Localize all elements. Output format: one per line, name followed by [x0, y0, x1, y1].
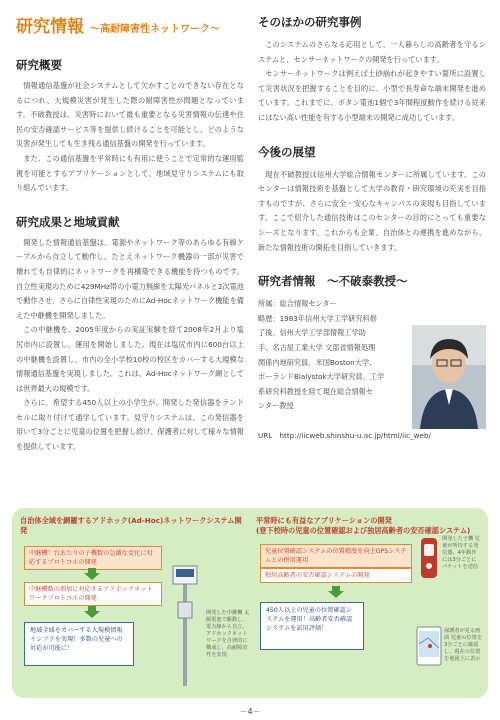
profile-text: [258, 297, 406, 429]
map-screen-icon: [416, 626, 442, 666]
section-heading: 研究成果と地域貢献: [16, 214, 120, 229]
arrow-down-icon: [84, 568, 100, 580]
section-heading: 研究概要: [16, 58, 62, 72]
profile-line: 了後、信州大学工学部情報工学助: [258, 328, 366, 338]
section-researcher: [258, 273, 486, 443]
profile-line: ンター教授: [258, 401, 294, 411]
system-overview-panel: [12, 508, 488, 698]
paragraph: 情報通信基盤が社会システムとして欠かすことのできない存在となるにつれ、大規模災害が発生した際の耐障害性が問題となっています。不破教授は、災害時において最も重要となる災害情報の伝達や住民の安否確認サービス等を提供し続けることを可能とし、どのような災害が発生しても生き残る通信基盤の開発を行っています。: [16, 81, 244, 149]
page-title-main: 研究情報: [16, 17, 84, 37]
researcher-profile: [258, 297, 486, 429]
profile-line: 関係内地研究員、米国Boston大学、: [258, 357, 377, 367]
result-box: 450人以上の児童の位置確認システムを運用！高齢者安否確認システムを試用評価！: [260, 602, 364, 650]
arrow-down-icon: [84, 606, 100, 618]
adhoc-network-section: [20, 516, 250, 690]
panel-subtitle: (登下校時の児童の位置確認および独居高齢者の安否確認システム): [256, 526, 471, 535]
left-column: [16, 12, 244, 469]
profile-line: 所属：総合情報センター: [258, 299, 337, 309]
section-other-research: [258, 14, 486, 126]
arrow-down-icon: [328, 586, 344, 598]
profile-line: 系研究科教授を経て現在総合情報セ: [258, 386, 374, 396]
paragraph: 開発した情報通信基盤は、電源やネットワーク等のあらゆる有線ケーブルから自立して動作し、たとえネットワーク機器の一部が災害で壊れても自律的にネットワークを再構築できる機能を持つものです。自立性実現のために429MHz帯の小電力無線を太陽光パネルと2次電池で動作させ、さらに自律性実現のためにAd-Hocネットワーク機能を備えた中継機を開発しました。: [16, 237, 244, 320]
section-heading: そのほかの研究事例: [258, 15, 362, 29]
flow-box: 児童位置確認システムの位置精度を向上GPSシステムとの併用運用: [260, 544, 412, 568]
profile-line: 略歴：1983年信州大学工学研究科修: [258, 313, 377, 323]
panel-title: 自治体全域を網羅するアドホック(Ad-Hoc)ネットワークシステム開発: [20, 516, 242, 535]
paragraph: この中継機を、2005年度からの実証実験を経て2008年2月より塩尻市内に設置し、運用を開始しました。現在は塩尻市内に600台以上の中継機を設置し、市内の全小学校10校の校区をカバーする大規模な情報通信基盤を実現しました。これは、Ad-Hocネットワーク網としては世界最大の規模です。: [16, 325, 244, 393]
page-title: [16, 12, 244, 37]
researcher-url[interactable]: URL http://iicweb.shinshu-u.ac.jp/html/iic_web/: [258, 431, 431, 441]
result-box: 地域全域をカバーする大規模情報インフラを実現！多数の児童への対応が可能に！: [24, 622, 134, 666]
page-number: －4－: [239, 707, 261, 716]
profile-line: ポーランドBialystok大学研究員、工学: [258, 372, 385, 382]
paragraph: また、この通信基盤を平常時にも有用に使うことで定常的な運用監視を可能とするアプリケーションとして、地域見守りシステムにも取り組んでいます。: [16, 153, 244, 193]
paragraph: 現在不破教授は信州大学総合情報センターに所属しています。このセンターは情報技術を基盤として大学の教育・研究環境の充実を目指すものですが、さらに安全・安心なキャンパスの実現も目指しています。ここで紹介した通信技術はこのセンターの目的にとっても重要なシーズとなります。これからも企業、自治体との連携を進めながら、新たな情報技術の開拓を目指していきます。: [258, 169, 486, 252]
relay-pole-icon: [170, 562, 200, 686]
paragraph: センサーネットワークは例えば土砂崩れが起きやすい箇所に設置して災害状況を把握することを目的に、小型で長寿命な端末開発を進めています。これまでに、ボタン電池1個で3年間程度動作を続ける従来にはない高い性能を有する小型端末の開発に成功しています。: [258, 69, 486, 122]
transmitter-note: 開発した子機 児童が所持する発信器。4年動作には3分ごとにパケットを送信: [442, 536, 480, 570]
screen-note: 保護者が見る画面 児童の位置を3分ごとに確認し、現在の位置を地図上に表示: [444, 628, 482, 662]
relay-note: 開発した中継機 太陽電池で駆動し、電力線から自立。アドホックネットワークを自律的に構成し、高耐障害性を実現: [206, 610, 250, 658]
section-heading: 研究者情報 ～不破泰教授～: [258, 274, 408, 289]
right-column: [258, 12, 486, 457]
section-results: [16, 214, 244, 455]
flow-box: 中継機数の増加に対応するアドホックネットワークプロトコルの開発: [24, 582, 162, 606]
section-heading: 今後の展望: [258, 144, 316, 159]
paragraph: さらに、希望する450人以上の小学生が、開発した発信器をランドセルに取り付けて通学しています。見守りシステムは、この発信器を用いて3分ごとに児童の位置を把握し続け、保護者に対して様々な情報を提供しています。: [16, 398, 244, 452]
researcher-photo: [412, 325, 486, 429]
page-title-sub: ～高耐障害性ネットワーク～: [90, 24, 220, 35]
section-overview: [16, 57, 244, 196]
panel-title: 平常時にも有益なアプリケーションの開発: [256, 516, 392, 525]
application-section: [256, 516, 482, 690]
profile-line: 手、名古屋工業大学 文部省情報処理: [258, 342, 376, 352]
flow-box: 中継機！台あたりの子機数の急激な変化に対応するプロトコルの開発: [24, 546, 162, 570]
transmitter-device-icon: [418, 536, 440, 580]
section-outlook: [258, 144, 486, 256]
paragraph: このシステムのさらなる応用として、一人暮らしの高齢者を守るシステムと、センサーネットワークの開発を行っています。: [258, 40, 486, 64]
flow-box: 独居高齢者の安否確認システムの開発: [260, 568, 412, 583]
